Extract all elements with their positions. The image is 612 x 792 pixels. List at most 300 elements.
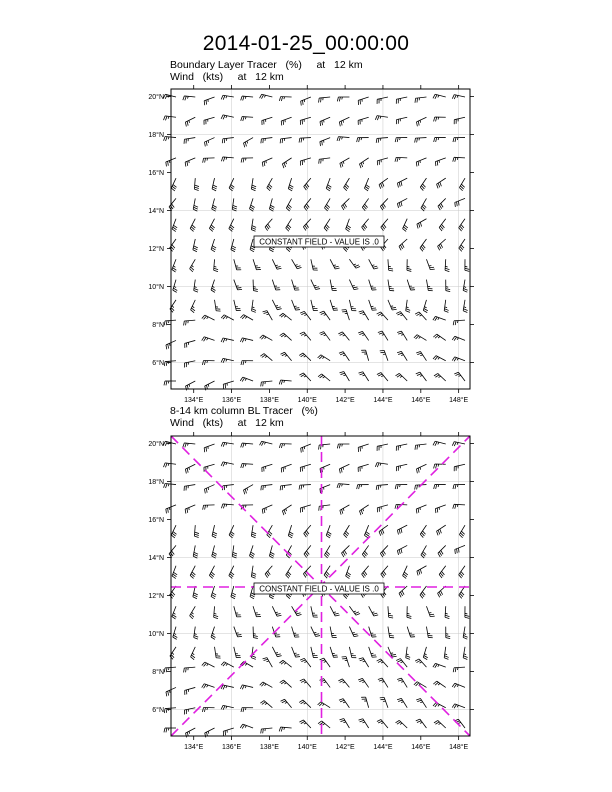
wind-barb	[337, 444, 349, 448]
wind-barb	[261, 485, 272, 491]
wind-barb	[171, 525, 176, 538]
wind-barb	[251, 525, 256, 538]
wind-barb	[403, 566, 408, 579]
wind-barb	[221, 358, 234, 362]
wind-barb	[407, 280, 415, 290]
wind-barb	[212, 198, 217, 211]
wind-barb	[380, 198, 388, 210]
wind-barb	[234, 627, 242, 637]
wind-barb	[438, 239, 446, 250]
wind-barb	[279, 97, 291, 101]
wind-barb	[358, 331, 368, 340]
lon-tick-label: 138°E	[259, 397, 279, 404]
lat-tick-label: 16°N	[148, 170, 164, 178]
wind-barb	[399, 239, 407, 250]
wind-barb	[300, 505, 311, 513]
wind-barb	[369, 259, 378, 269]
wind-barb	[286, 219, 292, 232]
wind-barb	[380, 697, 388, 707]
wind-barb	[426, 627, 432, 638]
wind-barb	[215, 300, 221, 311]
wind-barb	[445, 259, 449, 271]
wind-barb	[362, 198, 368, 210]
wind-barb	[232, 545, 237, 558]
lat-tick-label: 8°N	[152, 668, 164, 676]
wind-barb	[446, 280, 450, 292]
wind-barb	[221, 95, 234, 99]
wind-barb	[358, 464, 369, 472]
wind-barb	[446, 627, 450, 639]
wind-barb	[395, 373, 407, 381]
wind-barb	[426, 606, 434, 616]
wind-barb	[326, 178, 331, 191]
wind-barb	[221, 338, 234, 342]
wind-barb	[269, 545, 274, 558]
wind-barb	[215, 647, 221, 658]
wind-barb	[263, 658, 273, 668]
bottom-constant-field-label: CONSTANT FIELD - VALUE IS .0	[259, 584, 379, 594]
wind-barb	[397, 351, 407, 360]
wind-barb	[281, 464, 291, 472]
wind-barb	[459, 178, 465, 191]
wind-barb	[459, 566, 465, 578]
wind-barb	[376, 138, 388, 143]
bottom-panel-title-line1: 8-14 km column BL Tracer (%)	[170, 405, 318, 417]
wind-barb	[163, 463, 176, 467]
wind-barb	[364, 178, 369, 191]
wind-barb	[234, 300, 241, 311]
wind-barb	[171, 178, 176, 191]
wind-barb	[377, 444, 388, 451]
wind-barb	[414, 335, 427, 341]
wind-barb	[433, 334, 445, 340]
wind-barb	[330, 647, 338, 657]
wind-barb	[204, 138, 214, 147]
wind-barb	[421, 198, 427, 211]
wind-barb	[240, 315, 253, 321]
wind-barb	[234, 280, 242, 290]
wind-barb	[251, 566, 256, 579]
wind-barb	[433, 663, 446, 667]
wind-barb	[299, 485, 311, 490]
wind-barb	[330, 606, 339, 616]
wind-barb	[439, 219, 446, 231]
wind-barb	[240, 338, 253, 342]
wind-barb	[415, 138, 427, 143]
wind-barb	[433, 441, 446, 445]
wind-barb	[454, 372, 465, 381]
wind-barb	[330, 280, 337, 291]
wind-barb	[311, 300, 318, 311]
wind-barb	[349, 647, 356, 658]
wind-barb	[445, 606, 449, 618]
wind-barb	[299, 353, 311, 361]
wind-barb	[169, 198, 176, 210]
wind-barb	[459, 219, 465, 231]
wind-barb	[434, 117, 446, 121]
wind-barb	[324, 219, 330, 231]
wind-barb	[311, 627, 320, 637]
wind-barb	[281, 699, 292, 707]
wind-barb	[221, 685, 234, 689]
wind-barb	[340, 158, 350, 168]
wind-barb	[421, 545, 427, 558]
wind-barb	[185, 687, 196, 694]
wind-barb	[260, 94, 273, 98]
wind-barb	[433, 681, 445, 687]
wind-barb	[279, 444, 291, 448]
lon-tick-label: 134°E	[184, 744, 204, 751]
wind-barb	[349, 300, 356, 311]
wind-barb	[397, 698, 407, 707]
wind-barb	[359, 158, 368, 168]
wind-barb	[194, 525, 199, 537]
wind-barb	[377, 373, 388, 381]
wind-barb	[301, 444, 311, 453]
wind-barb	[433, 94, 446, 98]
wind-barb	[301, 97, 311, 106]
wind-barb	[319, 332, 330, 341]
wind-barb	[362, 545, 368, 557]
wind-barb	[261, 728, 273, 733]
wind-barb	[299, 373, 310, 381]
wind-barb	[435, 158, 445, 166]
wind-barb	[241, 96, 253, 100]
wind-barb	[286, 566, 292, 579]
wind-barb	[379, 178, 388, 189]
wind-barb	[463, 300, 467, 313]
wind-barb	[193, 239, 198, 252]
wind-barb	[417, 219, 427, 229]
wind-barb	[342, 310, 350, 320]
wind-barb	[340, 719, 350, 728]
wind-barb	[202, 708, 214, 712]
wind-barb	[172, 219, 177, 232]
wind-barb	[221, 705, 234, 709]
wind-barb	[433, 316, 446, 320]
wind-barb	[240, 685, 253, 689]
wind-barb	[164, 484, 176, 488]
wind-barb	[417, 566, 427, 576]
wind-barb	[396, 117, 407, 124]
wind-barb	[222, 138, 234, 144]
wind-barb	[288, 525, 293, 538]
wind-barb	[183, 96, 195, 100]
wind-barb	[241, 464, 253, 468]
wind-barb	[395, 720, 407, 728]
wind-barb	[241, 443, 253, 447]
wind-barb	[204, 444, 214, 452]
wind-barb	[339, 699, 349, 708]
wind-barb	[433, 703, 446, 708]
wind-barb	[396, 97, 407, 104]
wind-barb	[163, 116, 176, 120]
wind-barb	[433, 356, 446, 361]
wind-barb	[459, 586, 465, 598]
wind-barb	[395, 157, 407, 161]
wind-barb	[359, 311, 369, 320]
wind-barb	[330, 259, 339, 269]
wind-barb	[339, 352, 349, 361]
wind-barb	[300, 117, 311, 125]
wind-barb	[221, 504, 233, 508]
wind-barb	[221, 315, 234, 320]
lon-tick-label: 136°E	[221, 744, 242, 751]
wind-barb	[185, 340, 196, 347]
wind-barb	[416, 117, 426, 126]
wind-barb	[194, 280, 198, 293]
wind-barb	[191, 647, 196, 660]
wind-barb	[193, 586, 198, 599]
wind-barb	[396, 464, 407, 471]
wind-barb	[320, 138, 330, 146]
wind-barb	[234, 647, 241, 658]
wind-barb	[324, 198, 330, 211]
wind-barb	[420, 586, 426, 598]
wind-barb	[359, 372, 369, 381]
wind-barb	[241, 361, 253, 365]
lon-tick-label: 144°E	[373, 744, 393, 751]
wind-barb	[279, 313, 291, 320]
wind-barb	[203, 158, 215, 163]
wind-barb	[319, 505, 330, 511]
wind-barb	[311, 280, 320, 290]
wind-barb	[319, 97, 331, 103]
lat-tick-label: 8°N	[152, 321, 164, 329]
wind-barb	[202, 337, 215, 341]
wind-barb	[426, 259, 434, 269]
wind-barb	[435, 505, 445, 513]
wind-barb	[203, 505, 215, 510]
wind-barb	[202, 315, 215, 320]
wind-barb	[349, 280, 358, 290]
wind-barb	[420, 525, 426, 537]
lat-tick-label: 20°N	[148, 441, 164, 449]
top-map-panel	[148, 85, 474, 404]
wind-barb	[369, 606, 378, 616]
wind-barb	[397, 678, 407, 687]
wind-barb	[346, 566, 351, 579]
wind-barb	[263, 311, 273, 321]
wind-barb	[251, 178, 256, 191]
lon-tick-label: 148°E	[449, 744, 469, 751]
wind-barb	[403, 219, 408, 232]
wind-barb	[211, 280, 215, 293]
wind-barb	[377, 312, 388, 320]
wind-barb	[434, 485, 446, 489]
wind-barb	[214, 259, 218, 271]
wind-barb	[183, 443, 195, 447]
lon-tick-label: 144°E	[373, 397, 393, 404]
wind-barb	[344, 178, 350, 191]
lon-tick-label: 138°E	[259, 744, 279, 751]
wind-barb	[361, 697, 369, 708]
wind-barb	[164, 381, 176, 385]
wind-barb	[377, 505, 388, 512]
wind-barb	[240, 377, 253, 381]
wind-barb	[454, 464, 465, 471]
wind-barb	[349, 259, 360, 268]
wind-barb	[265, 219, 272, 231]
wind-barb	[377, 659, 388, 667]
wind-barb	[262, 505, 272, 514]
wind-barb	[426, 280, 432, 291]
wind-barb	[299, 700, 311, 708]
wind-barb	[204, 485, 214, 494]
wind-barb	[292, 259, 302, 268]
wind-barb	[253, 280, 258, 292]
wind-barb	[444, 647, 448, 660]
wind-barb	[397, 178, 407, 187]
plot-title: 2014-01-25_00:00:00	[202, 32, 410, 55]
wind-barb	[172, 566, 177, 579]
wind-barb	[453, 138, 465, 142]
wind-barb	[337, 484, 349, 488]
wind-barb	[453, 320, 465, 325]
wind-barb	[439, 566, 446, 578]
wind-barb	[260, 441, 273, 445]
wind-barb	[397, 545, 407, 554]
wind-barb	[337, 137, 349, 141]
wind-barb	[221, 662, 234, 667]
wind-barb	[185, 505, 195, 514]
wind-barb	[369, 647, 377, 657]
wind-barb	[299, 720, 310, 728]
wind-barb	[280, 485, 291, 491]
wind-barb	[282, 158, 291, 168]
wind-barb	[164, 361, 176, 366]
wind-barb	[222, 485, 234, 491]
wind-barb	[415, 312, 426, 320]
wind-barb	[459, 525, 465, 538]
wind-barb	[388, 280, 394, 291]
wind-barb	[251, 219, 256, 232]
wind-barb	[280, 138, 291, 144]
wind-barb	[318, 721, 330, 728]
wind-barb	[221, 442, 234, 446]
wind-barb	[388, 259, 393, 271]
bottom-constant-field-box	[254, 583, 384, 594]
wind-barb	[330, 300, 338, 310]
wind-barb	[185, 464, 195, 473]
wind-barb	[191, 300, 196, 313]
wind-barb	[279, 660, 291, 667]
wind-barb	[262, 158, 272, 167]
wind-barb	[204, 117, 215, 124]
wind-barb	[172, 259, 176, 272]
wind-barb	[437, 178, 446, 188]
wind-barb	[261, 381, 273, 386]
wind-barb	[262, 464, 273, 472]
lat-tick-label: 10°N	[148, 283, 164, 291]
wind-barb	[320, 117, 330, 126]
wind-barb	[342, 657, 350, 667]
wind-barb	[357, 485, 369, 490]
wind-barb	[434, 138, 446, 142]
wind-barb	[223, 381, 233, 389]
wind-barb	[300, 158, 311, 166]
wind-barb	[318, 702, 331, 708]
wind-barb	[344, 525, 350, 538]
wind-barb	[280, 333, 292, 340]
wind-barb	[415, 97, 426, 103]
wind-barb	[244, 138, 254, 148]
lat-tick-label: 20°N	[148, 94, 164, 102]
wind-barb	[358, 444, 368, 452]
wind-barb	[281, 117, 291, 125]
wind-barb	[406, 647, 410, 660]
wind-barb	[279, 380, 291, 384]
lat-tick-label: 12°N	[148, 245, 164, 253]
wind-barb	[395, 485, 407, 489]
lat-tick-label: 6°N	[152, 706, 164, 714]
wind-barb	[209, 566, 214, 579]
wind-barb	[267, 178, 273, 191]
wind-barb	[407, 606, 411, 618]
wind-barb	[346, 219, 351, 232]
wind-barb	[340, 372, 350, 381]
wind-barb	[184, 485, 195, 491]
wind-barb	[320, 311, 331, 320]
wind-barb	[364, 525, 369, 538]
wind-barb	[173, 627, 177, 640]
wind-barb	[342, 198, 350, 210]
wind-barb	[214, 606, 218, 618]
wind-barb	[280, 680, 292, 687]
wind-barb	[234, 259, 241, 270]
wind-barb	[416, 372, 427, 381]
wind-barb	[173, 280, 177, 293]
wind-barb	[420, 178, 426, 190]
wind-barb	[380, 350, 388, 360]
bottom-map-panel	[148, 432, 474, 751]
wind-barb	[253, 259, 261, 269]
lat-tick-label: 18°N	[148, 479, 164, 487]
wind-barb	[190, 606, 196, 619]
wind-barb	[252, 300, 256, 313]
wind-barb	[349, 606, 360, 615]
wind-barb	[299, 138, 311, 143]
lon-tick-label: 140°E	[297, 744, 317, 751]
wind-barb	[204, 97, 214, 105]
wind-barb	[330, 627, 337, 638]
wind-barb	[319, 444, 331, 450]
wind-barb	[324, 545, 330, 558]
lon-tick-label: 134°E	[184, 397, 204, 404]
wind-barb	[397, 525, 407, 534]
wind-barb	[212, 178, 217, 191]
wind-barb	[388, 300, 397, 310]
wind-barb	[292, 647, 300, 657]
wind-barb	[376, 485, 388, 490]
wind-barb	[194, 627, 198, 640]
wind-barb	[164, 137, 176, 141]
wind-barb	[358, 97, 368, 105]
lon-tick-label: 146°E	[411, 397, 431, 404]
wind-barb	[396, 444, 407, 451]
wind-barb	[190, 219, 195, 232]
wind-barb	[416, 719, 427, 728]
wind-barb	[340, 505, 350, 515]
wind-barb	[272, 647, 281, 657]
wind-barb	[241, 158, 253, 163]
wind-barb	[407, 259, 411, 271]
wind-barb	[381, 219, 388, 231]
wind-barb	[279, 727, 291, 731]
wind-barb	[465, 259, 469, 271]
wind-barb	[190, 259, 196, 272]
wind-barb	[190, 566, 195, 579]
